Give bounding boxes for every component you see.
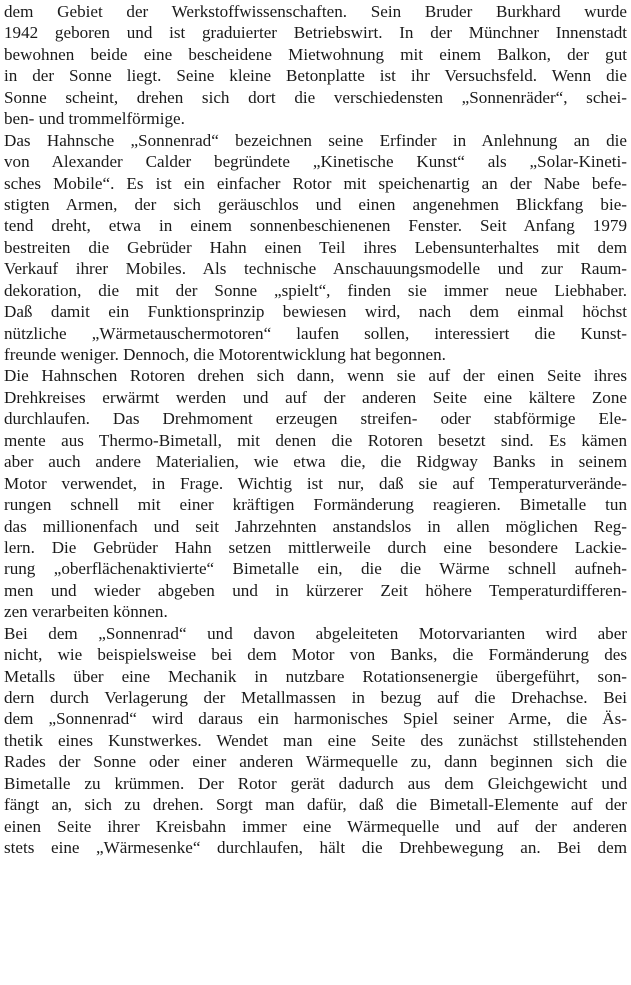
text-line: sches Mobile“. Es ist ein einfacher Rotor mit speichenartig an der Nabe befe- <box>4 173 627 193</box>
text-line: rung „oberflächenaktivierte“ Bimetalle ein, die die Wärme schnell aufneh- <box>4 559 627 579</box>
text-line: nützliche „Wärmetauschermotoren“ laufen sollen, interessiert die Kunst- <box>4 323 627 343</box>
text-line: bestreiten die Gebrüder Hahn einen Teil ihres Lebensunterhaltes mit dem <box>4 237 627 257</box>
text-line: einen Seite ihrer Kreisbahn immer eine Wärmequelle und auf der anderen <box>4 816 627 836</box>
text-line: zen verarbeiten können. <box>4 602 168 622</box>
text-line: 1942 geboren und ist graduierter Betriebswirt. In der Münchner Innenstadt <box>4 23 627 43</box>
text-line: thetik eines Kunstwerkes. Wendet man eine Seite des zunächst stillstehenden <box>4 730 627 750</box>
text-line: Metalls über eine Mechanik in nutzbare Rotationsenergie übergeführt, son- <box>4 666 627 686</box>
text-line: Daß damit ein Funktionsprinzip bewiesen wird, nach dem einmal höchst <box>4 302 627 322</box>
text-line: rungen schnell mit einer kräftigen Formänderung reagieren. Bimetalle tun <box>4 495 627 515</box>
text-line: Bimetalle zu krümmen. Der Rotor gerät dadurch aus dem Gleichgewicht und <box>4 773 627 793</box>
text-line: ben- und trommelförmige. <box>4 109 185 129</box>
text-line: Sonne scheint, drehen sich dort die verschiedensten „Sonnenräder“, schei- <box>4 87 627 107</box>
text-line: Rades der Sonne oder einer anderen Wärmequelle zu, dann beginnen sich die <box>4 752 627 772</box>
text-line: bewohnen beide eine bescheidene Mietwohnung mit einem Balkon, der gut <box>4 44 627 64</box>
text-line: in der Sonne liegt. Seine kleine Betonplatte ist ihr Versuchsfeld. Wenn die <box>4 66 627 86</box>
text-line: Die Hahnschen Rotoren drehen sich dann, wenn sie auf der einen Seite ihres <box>4 366 627 386</box>
text-line: nicht, wie beispielsweise bei dem Motor von Banks, die Formänderung des <box>4 645 627 665</box>
body-text <box>4 1 627 859</box>
text-line: stigten Armen, der sich geräuschlos und einen angenehmen Blickfang bie- <box>4 194 627 214</box>
text-line: Bei dem „Sonnenrad“ und davon abgeleiteten Motorvarianten wird aber <box>4 623 627 643</box>
text-line: Verkauf ihrer Mobiles. Als technische Anschauungsmodelle und zur Raum- <box>4 259 627 279</box>
text-line: dem „Sonnenrad“ wird daraus ein harmonisches Spiel seiner Arme, die Äs- <box>4 709 627 729</box>
text-line: dem Gebiet der Werkstoffwissenschaften. Sein Bruder Burkhard wurde <box>4 2 627 21</box>
text-line: Drehkreises erwärmt werden und auf der anderen Seite eine kältere Zone <box>4 387 627 407</box>
text-line: das millionenfach und seit Jahrzehnten anstandslos in allen möglichen Reg- <box>4 516 627 536</box>
text-line: stets eine „Wärmesenke“ durchlaufen, hält die Drehbewegung an. Bei dem <box>4 838 627 858</box>
text-line: mente aus Thermo-Bimetall, mit denen die Rotoren besetzt sind. Es kämen <box>4 430 627 450</box>
text-line: men und wieder abgeben und in kürzerer Zeit höhere Temperaturdifferen- <box>4 580 627 600</box>
text-line: tend dreht, etwa in einem sonnenbeschienenen Fenster. Seit Anfang 1979 <box>4 216 627 236</box>
text-line: freunde weniger. Dennoch, die Motorentwicklung hat begonnen. <box>4 345 446 364</box>
text-line: durchlaufen. Das Drehmoment erzeugen streifen- oder stabförmige Ele- <box>4 409 627 429</box>
text-line: Motor verwendet, in Frage. Wichtig ist nur, daß sie auf Temperaturverände- <box>4 473 627 493</box>
text-line: lern. Die Gebrüder Hahn setzen mittlerweile durch eine besondere Lackie- <box>4 537 627 557</box>
text-line: dern durch Verlagerung der Metallmassen in bezug auf die Drehachse. Bei <box>4 688 627 707</box>
text-line: Das Hahnsche „Sonnenrad“ bezeichnen seine Erfinder in Anlehnung an die <box>4 130 627 150</box>
text-line: dekoration, die mit der Sonne „spielt“, finden sie immer neue Liebhaber. <box>4 280 627 300</box>
text-line: fängt an, sich zu drehen. Sorgt man dafür, daß die Bimetall-Elemente auf der <box>4 795 627 815</box>
text-line: aber auch andere Materialien, wie etwa die, die Ridgway Banks in seinem <box>4 452 627 472</box>
text-line: von Alexander Calder begründete „Kinetische Kunst“ als „Solar-Kineti- <box>4 152 627 172</box>
